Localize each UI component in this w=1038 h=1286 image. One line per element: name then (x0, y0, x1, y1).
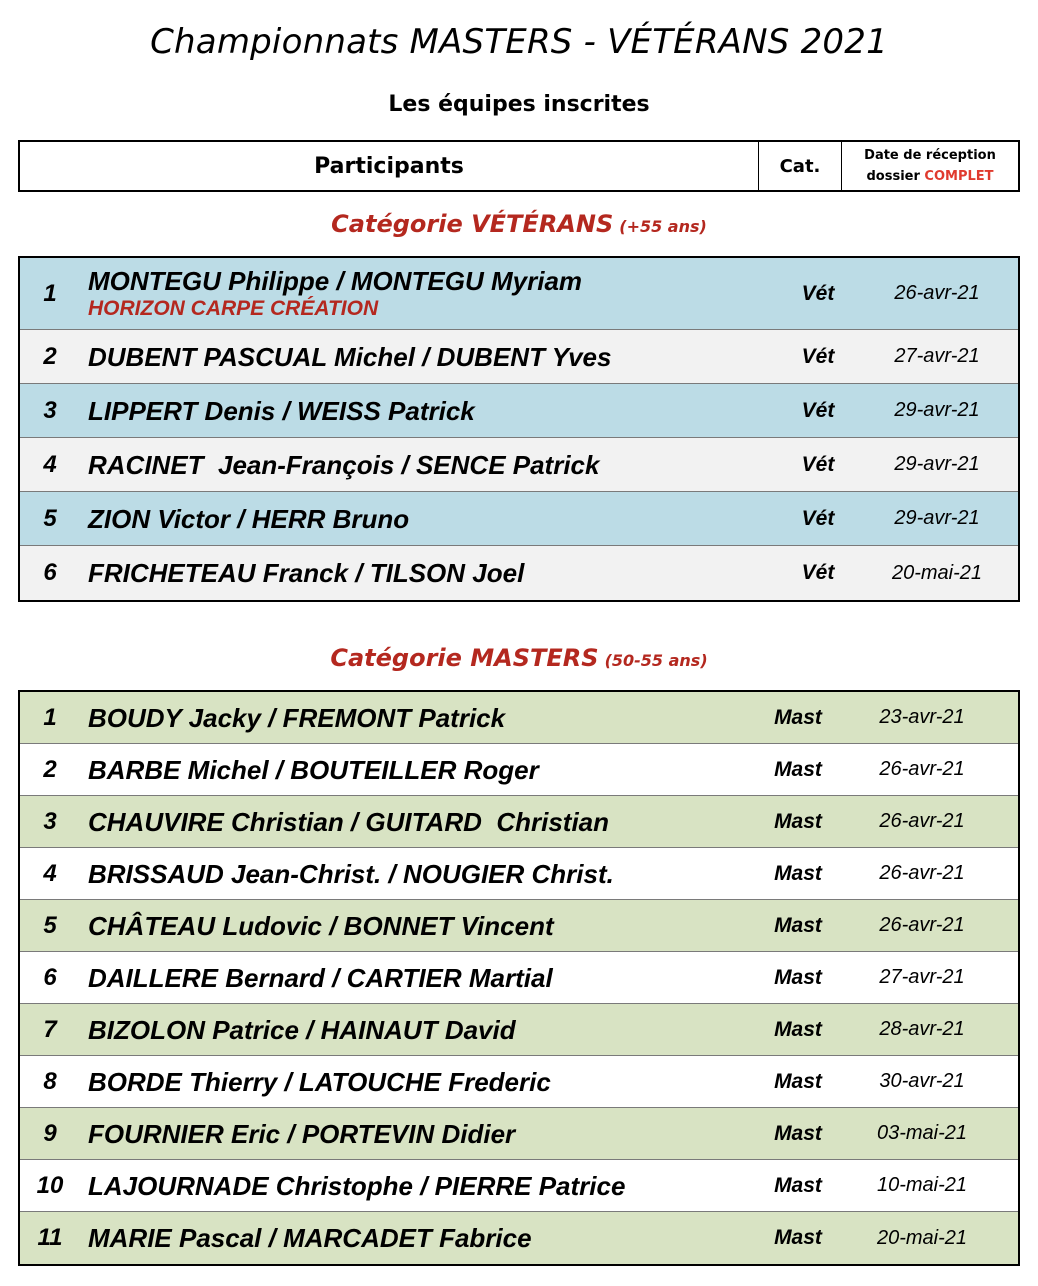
row-participants (80, 1171, 770, 1201)
row-names: BARBE Michel / BOUTEILLER Roger (88, 754, 539, 785)
row-participants (80, 963, 770, 993)
header-cat: Cat. (759, 142, 842, 190)
row-date: 23-avr-21 (879, 706, 965, 728)
table-row (20, 744, 1018, 796)
table-row (20, 1160, 1018, 1212)
masters-title: Catégorie MASTERS (330, 644, 599, 672)
row-participants (80, 450, 780, 480)
row-category: Vét (801, 344, 835, 368)
row-date: 26-avr-21 (879, 862, 965, 884)
header-participants: Participants (20, 142, 759, 190)
table-row (20, 1056, 1018, 1108)
row-number: 10 (36, 1171, 64, 1199)
table-row (20, 952, 1018, 1004)
row-names: RACINET Jean-François / SENCE Patrick (88, 449, 600, 480)
row-participants (80, 911, 770, 941)
row-names: BRISSAUD Jean-Christ. / NOUGIER Christ. (88, 858, 614, 889)
page-subtitle: Les équipes inscrites (388, 92, 650, 117)
row-date: 29-avr-21 (894, 507, 980, 529)
row-number: 6 (43, 559, 57, 586)
row-number: 5 (43, 911, 57, 939)
row-names: FOURNIER Eric / PORTEVIN Didier (88, 1118, 516, 1149)
row-number: 2 (43, 755, 57, 783)
row-category: Vét (801, 452, 835, 476)
row-names: LIPPERT Denis / WEISS Patrick (88, 395, 475, 426)
row-date: 03-mai-21 (876, 1122, 968, 1144)
row-category: Mast (774, 913, 822, 937)
veterans-table (18, 256, 1020, 602)
row-participants (80, 342, 780, 372)
table-row (20, 492, 1018, 546)
row-participants (80, 1119, 770, 1149)
row-category: Mast (774, 1173, 822, 1197)
veterans-section-title (0, 210, 1038, 238)
row-number: 9 (43, 1119, 57, 1147)
table-row (20, 438, 1018, 492)
page-title: Championnats MASTERS - VÉTÉRANS 2021 (150, 22, 888, 62)
row-date: 26-avr-21 (879, 914, 965, 936)
header-date-complete: COMPLET (924, 169, 994, 184)
row-participants (80, 1015, 770, 1045)
table-row (20, 384, 1018, 438)
row-category: Vét (801, 506, 835, 530)
row-number: 3 (43, 396, 57, 424)
row-number: 7 (43, 1015, 57, 1043)
row-participants (80, 396, 780, 426)
row-participants (80, 266, 780, 322)
row-participants (80, 1223, 770, 1253)
row-number: 5 (43, 504, 57, 532)
row-names: ZION Victor / HERR Bruno (88, 503, 410, 534)
row-participants (80, 1067, 770, 1097)
table-row (20, 546, 1018, 600)
table-header (18, 140, 1020, 192)
table-row (20, 692, 1018, 744)
row-date: 29-avr-21 (894, 399, 980, 421)
row-category: Mast (774, 1121, 822, 1145)
row-participants (80, 807, 770, 837)
table-row (20, 848, 1018, 900)
row-category: Vét (801, 398, 835, 422)
row-names: CHAUVIRE Christian / GUITARD Christian (88, 806, 610, 837)
row-club: HORIZON CARPE CRÉATION (88, 296, 379, 320)
header-date-line1: Date de réception (864, 148, 996, 163)
row-names: CHÂTEAU Ludovic / BONNET Vincent (88, 910, 554, 941)
row-participants (80, 859, 770, 889)
row-date: 26-avr-21 (894, 282, 980, 304)
row-date: 20-mai-21 (876, 1226, 968, 1249)
row-names: MONTEGU Philippe / MONTEGU Myriam (88, 265, 583, 296)
row-participants (80, 504, 780, 534)
row-date: 28-avr-21 (879, 1018, 965, 1040)
row-category: Mast (774, 809, 822, 833)
row-number: 2 (43, 342, 57, 370)
row-number: 3 (43, 807, 57, 835)
header-date (842, 142, 1018, 190)
table-row (20, 796, 1018, 848)
row-number: 1 (43, 279, 57, 307)
row-number: 8 (43, 1067, 57, 1095)
row-participants (80, 755, 770, 785)
row-participants (80, 703, 770, 733)
row-names: DAILLERE Bernard / CARTIER Martial (88, 962, 553, 993)
row-number: 1 (43, 703, 57, 731)
masters-table (18, 690, 1020, 1266)
row-category: Mast (774, 1017, 822, 1041)
header-date-line2 (866, 166, 993, 187)
row-date: 27-avr-21 (894, 345, 980, 367)
row-date: 26-avr-21 (879, 758, 965, 780)
row-date: 27-avr-21 (879, 966, 965, 988)
row-category: Vét (801, 561, 835, 584)
row-category: Mast (774, 757, 822, 781)
row-category: Mast (774, 1226, 822, 1249)
row-number: 4 (43, 450, 57, 478)
row-category: Mast (774, 965, 822, 989)
table-row (20, 1004, 1018, 1056)
row-participants (80, 558, 780, 588)
veterans-title: Catégorie VÉTÉRANS (331, 210, 614, 238)
row-number: 4 (43, 859, 57, 887)
row-names: FRICHETEAU Franck / TILSON Joel (88, 558, 525, 588)
row-names: MARIE Pascal / MARCADET Fabrice (88, 1223, 532, 1253)
table-row (20, 1108, 1018, 1160)
masters-section-title (0, 644, 1038, 672)
row-category: Mast (774, 705, 822, 729)
row-number: 11 (37, 1224, 63, 1251)
table-row (20, 900, 1018, 952)
row-names: BOUDY Jacky / FREMONT Patrick (88, 702, 506, 733)
row-date: 26-avr-21 (879, 810, 965, 832)
row-names: BORDE Thierry / LATOUCHE Frederic (88, 1066, 551, 1097)
table-row (20, 330, 1018, 384)
row-names: LAJOURNADE Christophe / PIERRE Patrice (88, 1170, 626, 1201)
row-date: 30-avr-21 (879, 1070, 965, 1092)
row-category: Vét (801, 281, 835, 305)
table-row (20, 258, 1018, 330)
row-category: Mast (774, 1069, 822, 1093)
header-date-prefix: dossier (866, 169, 920, 184)
row-names: DUBENT PASCUAL Michel / DUBENT Yves (88, 341, 612, 372)
table-row (20, 1212, 1018, 1264)
veterans-age: (+55 ans) (619, 217, 707, 236)
row-date: 20-mai-21 (891, 561, 983, 584)
masters-age: (50-55 ans) (604, 651, 708, 670)
row-names: BIZOLON Patrice / HAINAUT David (88, 1014, 516, 1045)
row-number: 6 (43, 963, 57, 991)
row-date: 10-mai-21 (876, 1174, 968, 1196)
row-category: Mast (774, 861, 822, 885)
row-date: 29-avr-21 (894, 453, 980, 475)
